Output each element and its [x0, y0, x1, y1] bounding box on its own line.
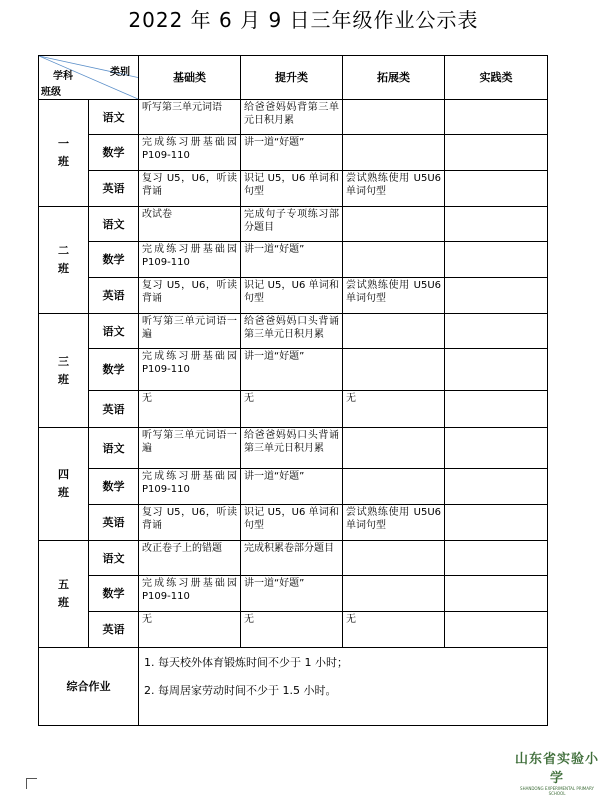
expand-cell: 尝试熟练使用 U5U6 单词句型 — [343, 171, 445, 207]
table-row — [39, 469, 548, 505]
logo-subtext: SHANDONG EXPERIMENTAL PRIMARY SCHOOL — [520, 786, 594, 796]
expand-cell — [343, 541, 445, 576]
subject-label: 学科 — [53, 71, 73, 82]
subject-cell: 语文 — [89, 428, 139, 469]
header-row — [39, 56, 548, 100]
table-row — [39, 505, 548, 541]
practice-cell — [445, 349, 548, 391]
expand-cell: 无 — [343, 612, 445, 648]
column-header-basic: 基础类 — [139, 56, 241, 100]
improve-cell: 给爸爸妈妈口头背诵第三单元日积月累 — [241, 428, 343, 469]
expand-cell: 无 — [343, 391, 445, 428]
class-name-cell: 三 班 — [39, 314, 89, 428]
practice-cell — [445, 576, 548, 612]
comprehensive-row — [39, 648, 548, 726]
comprehensive-item: 1. 每天校外体育锻炼时间不少于 1 小时； — [144, 656, 348, 669]
page-corner-mark — [26, 778, 37, 789]
basic-cell: 完成练习册基础园 P109-110 — [139, 135, 241, 171]
table-row — [39, 391, 548, 428]
subject-cell: 英语 — [89, 278, 139, 314]
basic-cell: 听写第三单元词语 — [139, 100, 241, 135]
table-row — [39, 100, 548, 135]
subject-cell: 英语 — [89, 612, 139, 648]
improve-cell: 讲一道“好题” — [241, 242, 343, 278]
expand-cell: 尝试熟练使用 U5U6 单词句型 — [343, 278, 445, 314]
subject-cell: 数学 — [89, 576, 139, 612]
improve-cell: 讲一道“好题” — [241, 349, 343, 391]
table-row — [39, 314, 548, 349]
practice-cell — [445, 391, 548, 428]
improve-cell: 给爸爸妈妈口头背诵第三单元日积月累 — [241, 314, 343, 349]
subject-cell: 语文 — [89, 100, 139, 135]
column-header-expand: 拓展类 — [343, 56, 445, 100]
improve-cell: 完成句子专项练习部分题目 — [241, 207, 343, 242]
expand-cell — [343, 349, 445, 391]
expand-cell — [343, 100, 445, 135]
table-row — [39, 612, 548, 648]
basic-cell: 复习 U5，U6，听读背诵 — [139, 505, 241, 541]
expand-cell — [343, 135, 445, 171]
class-name-cell: 五 班 — [39, 541, 89, 648]
practice-cell — [445, 314, 548, 349]
basic-cell: 完成练习册基础园 P109-110 — [139, 469, 241, 505]
table-row — [39, 242, 548, 278]
basic-cell: 改试卷 — [139, 207, 241, 242]
basic-cell: 无 — [139, 612, 241, 648]
basic-cell: 复习 U5，U6，听读背诵 — [139, 278, 241, 314]
comprehensive-item: 2. 每周居家劳动时间不少于 1.5 小时。 — [144, 684, 337, 697]
expand-cell — [343, 207, 445, 242]
table-row — [39, 135, 548, 171]
column-header-practice: 实践类 — [445, 56, 548, 100]
practice-cell — [445, 541, 548, 576]
basic-cell: 完成练习册基础园 P109-110 — [139, 576, 241, 612]
page-title: 2022 年 6 月 9 日三年级作业公示表 — [128, 8, 479, 32]
improve-cell: 给爸爸妈妈背第三单元日积月累 — [241, 100, 343, 135]
subject-cell: 数学 — [89, 469, 139, 505]
basic-cell: 改正卷子上的错题 — [139, 541, 241, 576]
basic-cell: 无 — [139, 391, 241, 428]
expand-cell — [343, 314, 445, 349]
class-label: 班级 — [41, 87, 61, 98]
basic-cell: 完成练习册基础园 P109-110 — [139, 242, 241, 278]
subject-cell: 英语 — [89, 171, 139, 207]
basic-cell: 完成练习册基础园 P109-110 — [139, 349, 241, 391]
practice-cell — [445, 278, 548, 314]
table-row — [39, 349, 548, 391]
basic-cell: 听写第三单元词语一遍 — [139, 428, 241, 469]
improve-cell: 讲一道“好题” — [241, 576, 343, 612]
basic-cell: 听写第三单元词语一遍 — [139, 314, 241, 349]
table-row — [39, 576, 548, 612]
improve-cell: 识记 U5，U6 单词和句型 — [241, 171, 343, 207]
class-name-cell: 一 班 — [39, 100, 89, 207]
improve-cell: 识记 U5，U6 单词和句型 — [241, 278, 343, 314]
subject-cell: 语文 — [89, 541, 139, 576]
homework-table — [38, 55, 548, 726]
table-row — [39, 541, 548, 576]
expand-cell — [343, 469, 445, 505]
improve-cell: 讲一道“好题” — [241, 469, 343, 505]
practice-cell — [445, 469, 548, 505]
subject-cell: 英语 — [89, 391, 139, 428]
column-header-improve: 提升类 — [241, 56, 343, 100]
improve-cell: 识记 U5，U6 单词和句型 — [241, 505, 343, 541]
subject-cell: 语文 — [89, 207, 139, 242]
basic-cell: 复习 U5，U6，听读背诵 — [139, 171, 241, 207]
expand-cell — [343, 242, 445, 278]
improve-cell: 无 — [241, 612, 343, 648]
practice-cell — [445, 242, 548, 278]
practice-cell — [445, 171, 548, 207]
practice-cell — [445, 505, 548, 541]
subject-cell: 数学 — [89, 349, 139, 391]
expand-cell — [343, 576, 445, 612]
expand-cell: 尝试熟练使用 U5U6 单词句型 — [343, 505, 445, 541]
table-row — [39, 207, 548, 242]
improve-cell: 讲一道“好题” — [241, 135, 343, 171]
practice-cell — [445, 135, 548, 171]
subject-cell: 数学 — [89, 135, 139, 171]
improve-cell: 完成积累卷部分题目 — [241, 541, 343, 576]
category-label: 类别 — [110, 67, 130, 78]
practice-cell — [445, 612, 548, 648]
table-row — [39, 428, 548, 469]
comprehensive-label: 综合作业 — [39, 648, 139, 726]
expand-cell — [343, 428, 445, 469]
subject-cell: 数学 — [89, 242, 139, 278]
subject-cell: 语文 — [89, 314, 139, 349]
comprehensive-content — [139, 648, 548, 726]
practice-cell — [445, 207, 548, 242]
school-logo — [511, 748, 603, 796]
practice-cell — [445, 100, 548, 135]
subject-cell: 英语 — [89, 505, 139, 541]
table-row — [39, 278, 548, 314]
improve-cell: 无 — [241, 391, 343, 428]
table-row — [39, 171, 548, 207]
class-name-cell: 二 班 — [39, 207, 89, 314]
practice-cell — [445, 428, 548, 469]
class-name-cell: 四 班 — [39, 428, 89, 541]
logo-text: 山东省实验小学 — [514, 752, 599, 786]
diagonal-header-cell — [39, 56, 139, 100]
